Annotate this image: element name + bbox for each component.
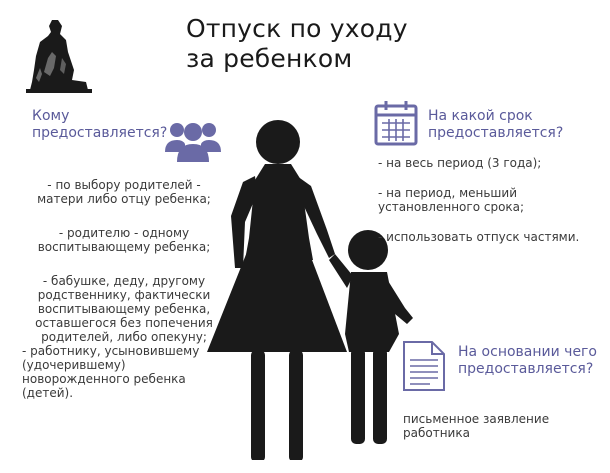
calendar-icon: [374, 100, 418, 146]
list-item: - использовать отпуск частями.: [378, 230, 580, 244]
term-list: [378, 156, 606, 260]
list-item: - родителю - одному воспитывающему ребенка;: [37, 226, 211, 254]
title-line-1: Отпуск по уходу: [186, 14, 408, 43]
list-item: - на период, меньший установленного срока;: [378, 186, 525, 214]
list-item: - по выбору родителей - матери либо отцу ребенка;: [37, 178, 211, 206]
thinker-statue-icon: [22, 12, 96, 94]
list-item: - на весь период (3 года);: [378, 156, 542, 170]
document-icon: [402, 340, 446, 392]
basis-heading: На основании чего предоставляется?: [458, 344, 597, 377]
title-line-2: за ребенком: [186, 44, 353, 73]
basis-answer: письменное заявление работника: [403, 412, 550, 440]
list-item: - бабушке, деду, другому родственнику, фактически воспитывающему ребенка, оставшегося без попечения родителей, либо опекуну;: [35, 274, 213, 344]
page-title: [186, 14, 486, 74]
list-item: - работнику, усыновившему (удочерившему) новорожденного ребенка (детей).: [22, 344, 200, 400]
who-heading: Кому предоставляется?: [32, 108, 168, 141]
term-heading: На какой срок предоставляется?: [428, 108, 564, 141]
